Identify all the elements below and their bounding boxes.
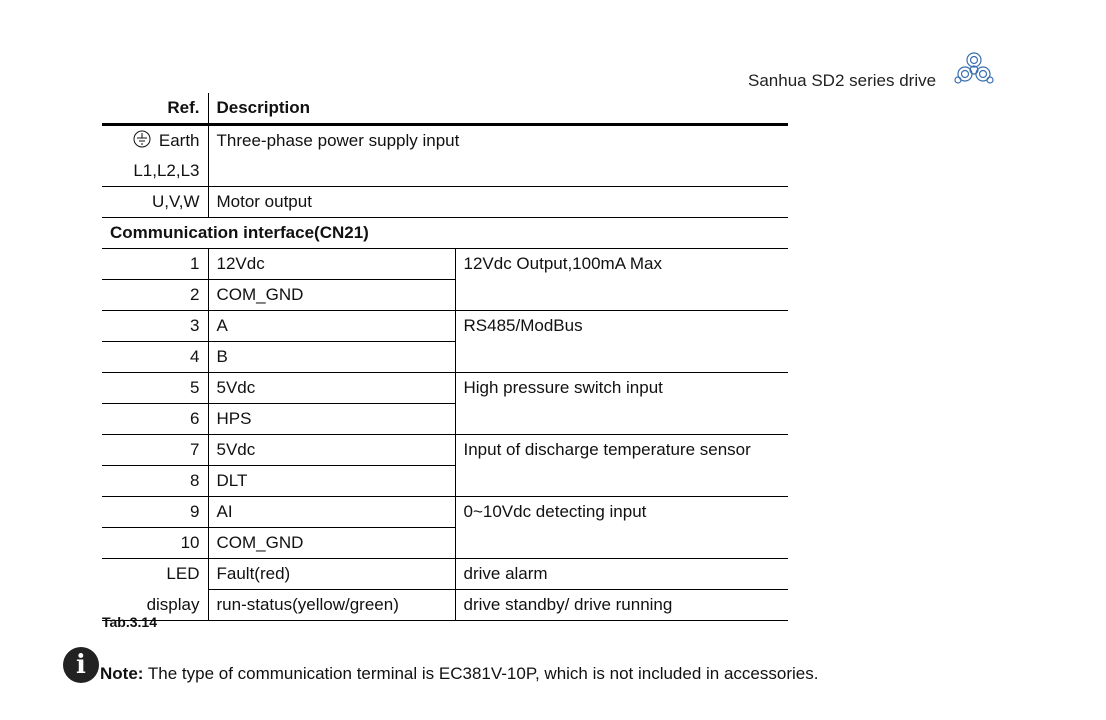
pin-name: 5Vdc: [208, 435, 455, 466]
header-ref: Ref.: [102, 93, 208, 125]
pin-name: 5Vdc: [208, 373, 455, 404]
pin-number: 2: [102, 280, 208, 311]
section-row: [102, 218, 788, 249]
pin-number: 1: [102, 249, 208, 280]
pin-number: 8: [102, 466, 208, 497]
info-icon: i: [63, 647, 99, 683]
ref-cell: U,V,W: [102, 187, 208, 218]
page-header-title: Sanhua SD2 series drive: [748, 71, 937, 90]
pin-group-description: 12Vdc Output,100mA Max: [455, 249, 788, 311]
header-description: Description: [208, 93, 788, 125]
table-row: [102, 497, 788, 528]
table-caption: Tab.3.14: [102, 614, 157, 630]
description-cell: Three-phase power supply input: [216, 131, 460, 150]
table-row: [102, 125, 788, 157]
pin-number: 5: [102, 373, 208, 404]
pin-name: DLT: [208, 466, 455, 497]
ref-label: Earth: [158, 131, 200, 150]
table-header-row: [102, 93, 788, 125]
pin-number: 3: [102, 311, 208, 342]
led-name: Fault(red): [208, 559, 455, 590]
description-cell: Motor output: [208, 187, 788, 218]
trefoil-logo-icon: [953, 50, 995, 90]
section-title: Communication interface(CN21): [102, 218, 788, 249]
table-row: [102, 311, 788, 342]
note-text: [100, 664, 818, 684]
pin-number: 6: [102, 404, 208, 435]
led-ref-line2: display: [102, 590, 208, 621]
table-row: [102, 590, 788, 621]
table-row: [102, 559, 788, 590]
ref-cell: [102, 125, 208, 157]
led-ref-line1: LED: [102, 559, 208, 590]
pin-group-description: 0~10Vdc detecting input: [455, 497, 788, 559]
ref-cell: L1,L2,L3: [102, 156, 208, 187]
pin-name: B: [208, 342, 455, 373]
pin-name: 12Vdc: [208, 249, 455, 280]
drive-terminal-table: [102, 93, 788, 621]
earth-ground-icon: [133, 130, 151, 148]
pin-group-description: RS485/ModBus: [455, 311, 788, 373]
table-row: [102, 373, 788, 404]
pin-name: COM_GND: [208, 280, 455, 311]
pin-number: 9: [102, 497, 208, 528]
table-row: [102, 156, 788, 187]
pin-name: A: [208, 311, 455, 342]
pin-group-description: Input of discharge temperature sensor: [455, 435, 788, 497]
table-row: [102, 249, 788, 280]
pin-number: 7: [102, 435, 208, 466]
pin-name: HPS: [208, 404, 455, 435]
pin-name: AI: [208, 497, 455, 528]
pin-group-description: High pressure switch input: [455, 373, 788, 435]
pin-number: 10: [102, 528, 208, 559]
note-label: Note:: [100, 664, 144, 683]
led-name: run-status(yellow/green): [208, 590, 455, 621]
note-body: The type of communication terminal is EC381V-10P, which is not included in accessories.: [143, 664, 819, 683]
description-cell: [208, 156, 788, 187]
led-description: drive alarm: [455, 559, 788, 590]
pin-number: 4: [102, 342, 208, 373]
table-row: [102, 187, 788, 218]
pin-name: COM_GND: [208, 528, 455, 559]
led-description: drive standby/ drive running: [455, 590, 788, 621]
table-row: [102, 435, 788, 466]
